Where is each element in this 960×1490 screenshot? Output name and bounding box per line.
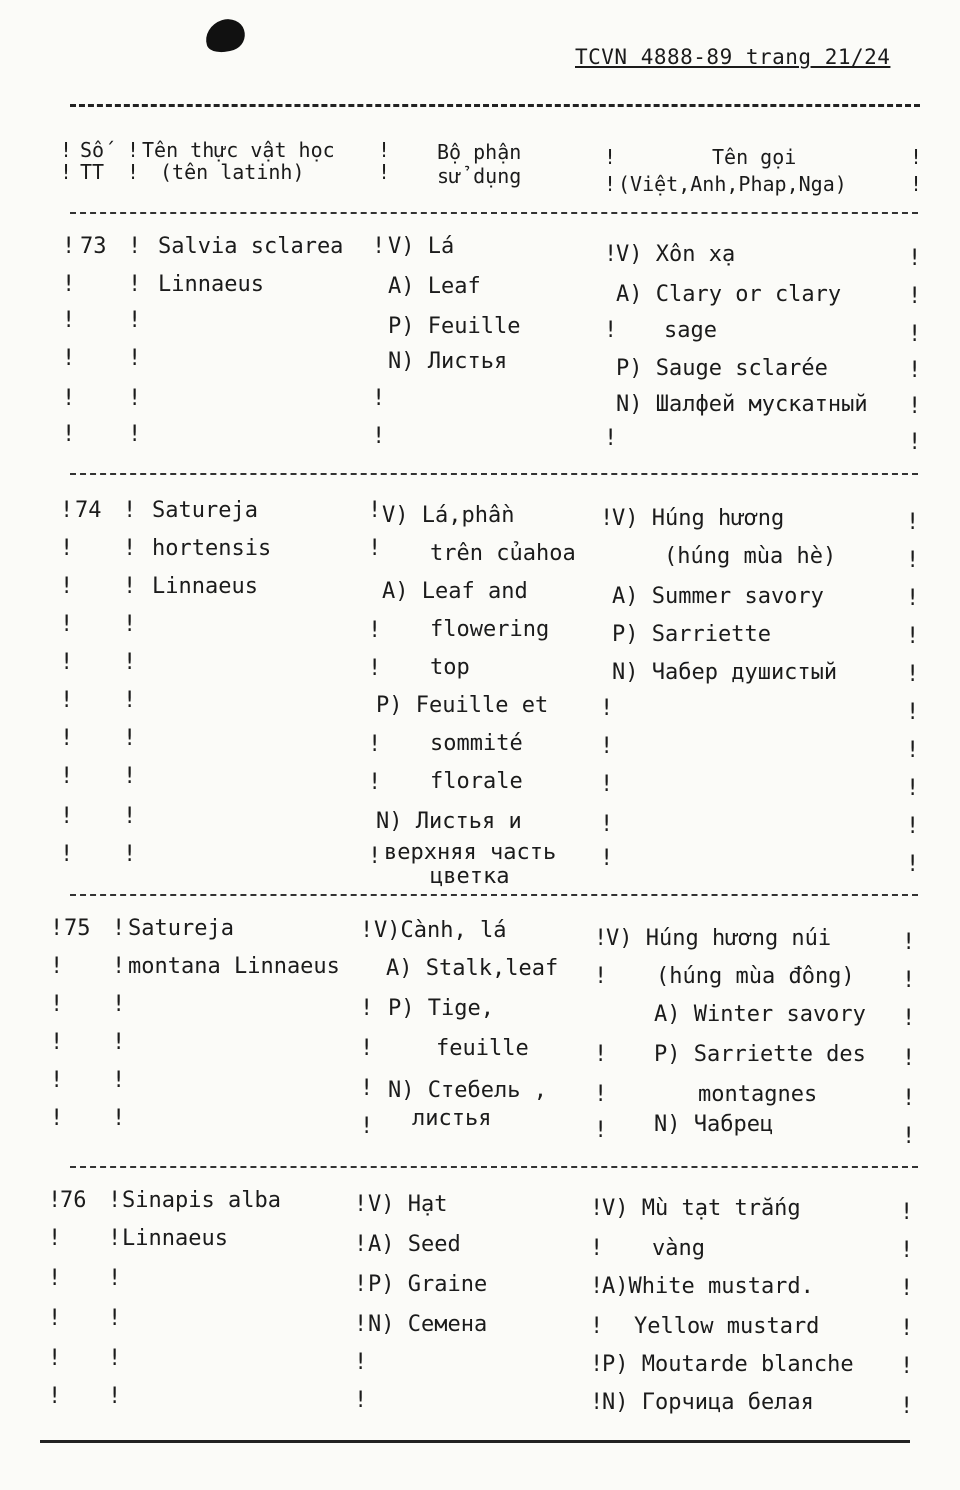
row-number: 75 xyxy=(64,916,91,941)
part-used-line: florale xyxy=(430,769,523,794)
latin-name-line: Sinapis alba xyxy=(122,1188,281,1213)
part-used-line: P) Feuille xyxy=(388,314,521,339)
common-name-line: Yellow mustard xyxy=(634,1314,820,1339)
part-used-line: V) Lá xyxy=(388,234,455,259)
part-used-line: N) Листья xyxy=(388,349,508,374)
common-name-line: A)White mustard. xyxy=(602,1274,814,1299)
latin-name-line: Linnaeus xyxy=(122,1226,228,1251)
latin-name-line: Linnaeus xyxy=(158,272,264,297)
common-name-line: vàng xyxy=(652,1236,705,1261)
row-separator xyxy=(70,1166,918,1168)
part-used-line: N) Семена xyxy=(368,1312,488,1337)
part-used-line: V)Cành, lá xyxy=(374,918,507,943)
part-used-line: верхняя часть xyxy=(384,840,557,865)
latin-name-line: montana Linnaeus xyxy=(128,954,340,979)
common-name-line: V) Húng hương núi xyxy=(606,926,832,951)
header-names-1: Tên gọi xyxy=(712,145,797,169)
common-name-line: (húng mùa hè) xyxy=(664,544,837,569)
part-used-line: A) Leaf and xyxy=(382,579,528,604)
part-used-line: feuille xyxy=(436,1036,529,1061)
latin-name-line: Satureja xyxy=(128,916,234,941)
row-number: 74 xyxy=(75,498,102,523)
part-used-line: V) Lá,phần xyxy=(382,503,515,528)
table-top-rule xyxy=(70,104,920,107)
header-part-2: sử dụng xyxy=(437,164,522,188)
latin-name-line: hortensis xyxy=(152,536,272,561)
table-bottom-rule xyxy=(40,1440,910,1443)
part-used-line: N) Листья и xyxy=(376,809,522,834)
common-name-line: (húng mùa đông) xyxy=(656,964,855,989)
part-used-line: A) Stalk,leaf xyxy=(386,956,559,981)
part-used-line: flowering xyxy=(430,617,550,642)
part-used-line: P) Graine xyxy=(368,1272,488,1297)
common-name-line: A) Winter savory xyxy=(654,1002,866,1027)
common-name-line: A) Clary or clary xyxy=(616,282,842,307)
part-used-line: trên củahoa xyxy=(430,541,576,566)
part-used-line: P) Tige, xyxy=(388,996,494,1021)
common-name-line: N) Шалфей мускатный xyxy=(616,392,868,417)
common-name-line: P) Moutarde blanche xyxy=(602,1352,854,1377)
common-name-line: N) Чабрец xyxy=(654,1112,774,1137)
row-separator xyxy=(70,894,918,896)
part-used-line: P) Feuille et xyxy=(376,693,549,718)
common-name-line: N) Горчица белая xyxy=(602,1390,814,1415)
header-latin-2: (tên latinh) xyxy=(160,160,305,184)
part-used-line: листья xyxy=(412,1106,492,1131)
common-name-line: P) Sarriette des xyxy=(654,1042,866,1067)
common-name-line: sage xyxy=(664,318,717,343)
common-name-line: montagnes xyxy=(698,1082,818,1107)
common-name-line: V) Mù tạt trắng xyxy=(602,1196,801,1221)
part-used-line: N) Стебель , xyxy=(388,1078,547,1103)
common-name-line: A) Summer savory xyxy=(612,584,824,609)
header-no-1: Số xyxy=(80,138,105,162)
common-name-line: P) Sauge sclarée xyxy=(616,356,828,381)
part-used-line: цветка xyxy=(430,864,510,889)
header-latin-1: Tên thực vật học xyxy=(142,138,335,162)
common-name-line: V) Húng hương xyxy=(612,506,785,531)
latin-name-line: Salvia sclarea xyxy=(158,234,344,259)
part-used-line: A) Leaf xyxy=(388,274,481,299)
document-reference: TCVN 4888-89 trang 21/24 xyxy=(575,45,891,69)
latin-name-line: Satureja xyxy=(152,498,258,523)
header-no-2: TT xyxy=(80,160,105,184)
part-used-line: top xyxy=(430,655,470,680)
part-used-line: A) Seed xyxy=(368,1232,461,1257)
header-names-2: (Việt,Anh,Phap,Nga) xyxy=(618,172,847,196)
ink-blot xyxy=(201,15,249,58)
common-name-line: V) Xôn xạ xyxy=(616,242,736,267)
part-used-line: V) Hạt xyxy=(368,1192,448,1217)
row-separator xyxy=(70,473,918,475)
part-used-line: sommité xyxy=(430,731,523,756)
row-number: 73 xyxy=(80,234,107,259)
row-number: 76 xyxy=(60,1188,87,1213)
document-page: TCVN 4888-89 trang 21/24 ! ! Số TT ! ! Tên thực vật học (tên latinh) ! ! Bộ phận sử dụng ! ! Tên gọi (Việt,Anh,Phap,Nga) ! ! ! 73 ! Salvia sclarea Linnaeus ! V) Lá A) Leaf P) Feuille N) Листья ! V) Xôn xạ A) Clary or clary sage P) Sauge sclarée N) Шалфей мускатный ! ! ! ! ! ! ! ! ! ! ! ! ! ! ! ! ! ! ! ! ! 74 ! Satureja hortensis Linnaeus ! V) Lá,phần trên củahoa A) Leaf and flowering top P) Feuille et sommité florale N) Листья и верхняя часть цветка ! V) Húng hương (húng mùa hè) A) Summer savory P) Sarriette N) Чабер душистый ! ! ! ! ! ! ! ! ! ! ! ! ! ! ! ! ! ! ! ! ! ! ! ! ! ! ! ! ! ! ! ! ! ! ! ! ! ! ! ! 75 ! Satureja ! montana Linnaeus ! V)Cành, lá A) Stalk,leaf P) Tige, feuille N) Стебель , листья ! V) Húng hương núi (húng mùa đông) A) Winter savory P) Sarriette des montagnes N) Чабрец ! ! ! ! ! ! ! ! ! ! ! ! ! ! ! ! ! ! ! ! ! ! ! ! 76 ! Sinapis alba ! Linnaeus ! V) Hạt ! A) Seed ! P) Graine ! N) Семена ! V) Mù tạt trắng vàng ! A)White mustard. Yellow mustard ! P) Moutarde blanche ! N) Горчица белая ! ! ! ! ! ! ! ! ! ! ! ! ! ! ! ! ! ! ! xyxy=(0,0,960,1490)
common-name-line: N) Чабер душистый xyxy=(612,660,838,685)
latin-name-line: Linnaeus xyxy=(152,574,258,599)
header-part-1: Bộ phận xyxy=(437,140,522,164)
common-name-line: P) Sarriette xyxy=(612,622,771,647)
header-separator xyxy=(70,212,918,214)
